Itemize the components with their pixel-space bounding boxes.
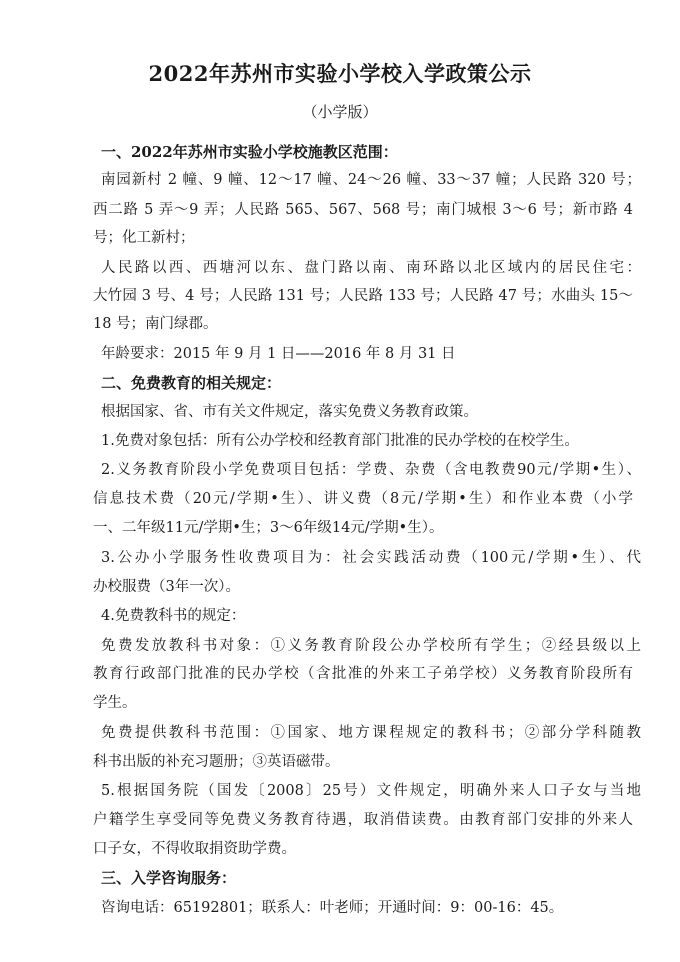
paragraph-line: 大竹园 3 号、4 号；人民路 131 号；人民路 133 号；人民路 47 号；水曲头 15～ (93, 288, 633, 304)
paragraph-line: 信息技术费（20元/学期•生）、讲义费（8元/学期•生）和作业本费（小学 (93, 491, 633, 507)
paragraph-line: 教育行政部门批准的民办学校（含批准的外来工子弟学校）义务教育阶段所有 (93, 666, 633, 682)
paragraph-line: 4.免费教科书的规定： (101, 608, 246, 624)
age-requirement: 年龄要求：2015 年 9 月 1 日——2016 年 8 月 31 日 (101, 346, 456, 362)
paragraph-line: 2.义务教育阶段小学免费项目包括：学费、杂费（含电教费90元/学期•生）、 (101, 462, 641, 478)
section-heading-2: 二、免费教育的相关规定： (101, 374, 282, 392)
document-subtitle: （小学版） (302, 103, 378, 121)
paragraph-line: 免费发放教科书对象：①义务教育阶段公办学校所有学生；②经县级以上 (101, 638, 641, 654)
paragraph-line: 根据国家、省、市有关文件规定，落实免费义务教育政策。 (101, 404, 478, 420)
section-heading-3: 三、入学咨询服务： (101, 869, 237, 887)
paragraph-line: 号；化工新村； (93, 230, 195, 246)
paragraph-line: 办校服费（3年一次）。 (93, 579, 240, 595)
paragraph-line: 5.根据国务院（国发〔2008〕25号）文件规定，明确外来人口子女与当地 (101, 783, 641, 799)
document-title: 2022年苏州市实验小学校入学政策公示 (148, 61, 532, 86)
paragraph-line: 学生。 (93, 695, 137, 711)
contact-info: 咨询电话：65192801；联系人：叶老师；开通时间：9：00-16：45。 (101, 900, 564, 916)
paragraph-line: 18 号；南门绿郡。 (93, 316, 218, 332)
paragraph-line: 口子女，不得收取捐资助学费。 (93, 841, 296, 857)
paragraph-line: 户籍学生享受同等免费义务教育待遇，取消借读费。由教育部门安排的外来人 (93, 812, 633, 828)
paragraph-line: 1.免费对象包括：所有公办学校和经教育部门批准的民办学校的在校学生。 (101, 433, 579, 449)
paragraph-line: 南园新村 2 幢、9 幢、12～17 幢、24～26 幢、33～37 幢；人民路 320 号； (101, 172, 641, 188)
paragraph-line: 人民路以西、西塘河以东、盘门路以南、南环路以北区域内的居民住宅： (101, 260, 641, 276)
paragraph-line: 科书出版的补充习题册；③英语磁带。 (93, 754, 340, 770)
paragraph-line: 西二路 5 弄～9 弄；人民路 565、567、568 号；南门城根 3～6 号；新市路 4 (93, 202, 633, 218)
paragraph-line: 一、二年级11元/学期•生；3～6年级14元/学期•生）。 (93, 520, 444, 536)
paragraph-line: 3.公办小学服务性收费项目为：社会实践活动费（100元/学期•生）、代 (101, 550, 641, 566)
paragraph-line: 免费提供教科书范围：①国家、地方课程规定的教科书；②部分学科随教 (101, 725, 641, 741)
section-heading-1: 一、2022年苏州市实验小学校施教区范围： (101, 143, 398, 161)
